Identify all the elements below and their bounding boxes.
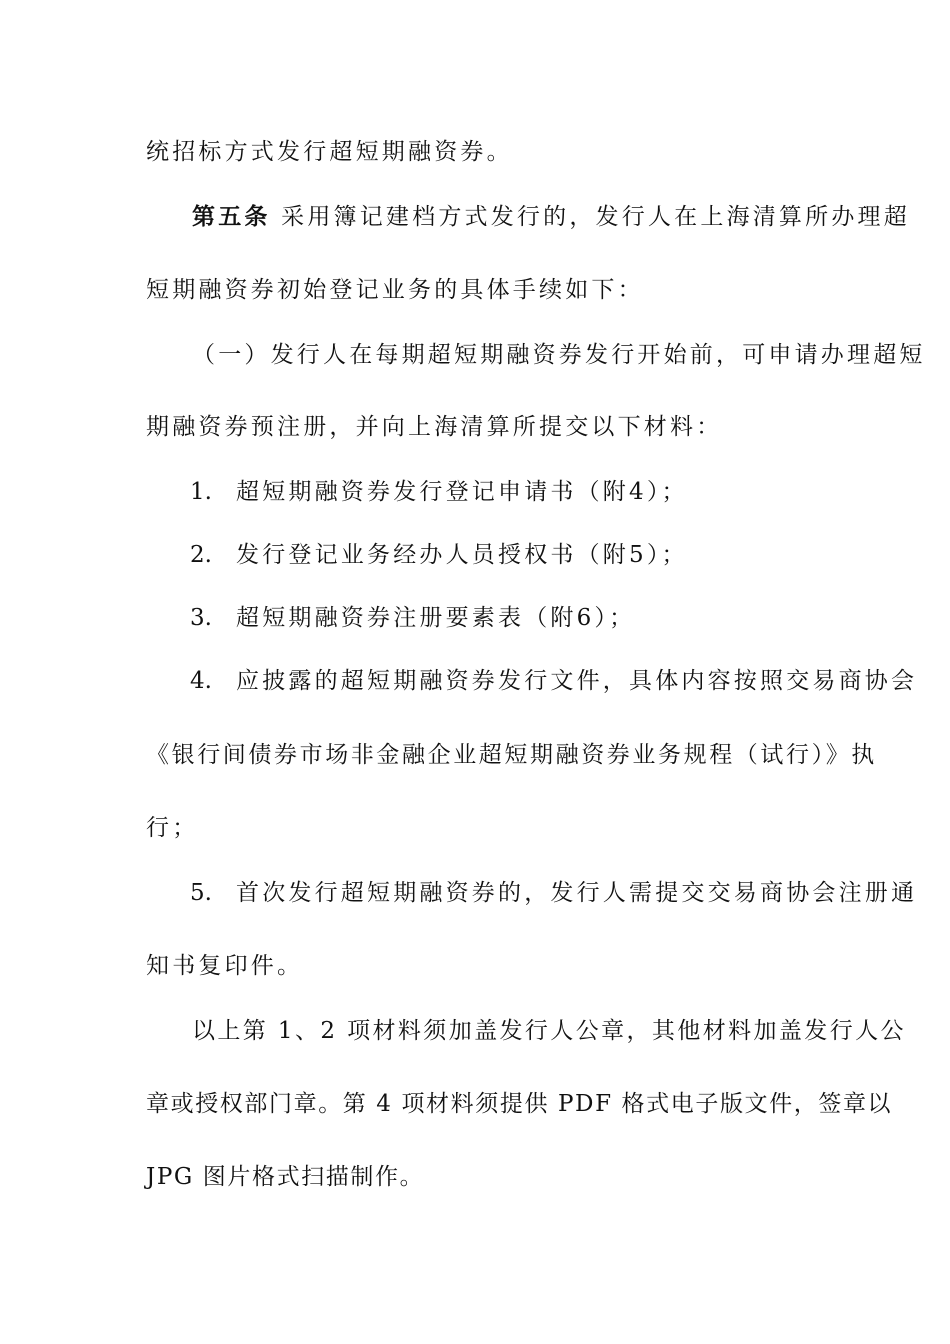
list-item-text: 超短期融资券发行登记申请书（附4）； — [236, 479, 688, 505]
paragraph-line: 《银行间债券市场非金融企业超短期融资券业务规程（试行）》执 — [146, 742, 877, 768]
list-item — [190, 477, 910, 507]
list-item-number: 4. — [190, 668, 212, 694]
list-item-text: 应披露的超短期融资券发行文件，具体内容按照交易商协会 — [236, 668, 918, 694]
paragraph-line: 以上第 1、2 项材料须加盖发行人公章，其他材料加盖发行人公 — [192, 1018, 906, 1044]
list-item-number: 2. — [190, 542, 212, 568]
list-item-text: 发行登记业务经办人员授权书（附5）； — [236, 542, 688, 568]
list-item-number: 3. — [190, 605, 212, 631]
clause-line: （一）发行人在每期超短期融资券发行开始前，可申请办理超短 — [192, 342, 926, 368]
article-5-line — [192, 202, 912, 232]
list-item — [190, 666, 918, 696]
article-text: 采用簿记建档方式发行的，发行人在上海清算所办理超 — [281, 204, 910, 230]
list-item-number: 5. — [190, 880, 212, 906]
list-item — [190, 878, 918, 908]
paragraph-line: 统招标方式发行超短期融资券。 — [146, 139, 513, 165]
list-item — [190, 603, 910, 633]
paragraph-line: 行； — [146, 815, 199, 841]
list-item — [190, 540, 910, 570]
paragraph-line: JPG 图片格式扫描制作。 — [146, 1164, 425, 1190]
paragraph-line: 知书复印件。 — [146, 953, 304, 979]
article-label: 第五条 — [192, 203, 271, 230]
list-item-text: 首次发行超短期融资券的，发行人需提交交易商协会注册通 — [236, 880, 918, 906]
list-item-number: 1. — [190, 479, 212, 505]
list-item-text: 超短期融资券注册要素表（附6）； — [236, 605, 636, 631]
paragraph-line: 章或授权部门章。第 4 项材料须提供 PDF 格式电子版文件，签章以 — [146, 1091, 893, 1117]
paragraph-line: 短期融资券初始登记业务的具体手续如下： — [146, 277, 644, 303]
paragraph-line: 期融资券预注册，并向上海清算所提交以下材料： — [146, 414, 723, 440]
